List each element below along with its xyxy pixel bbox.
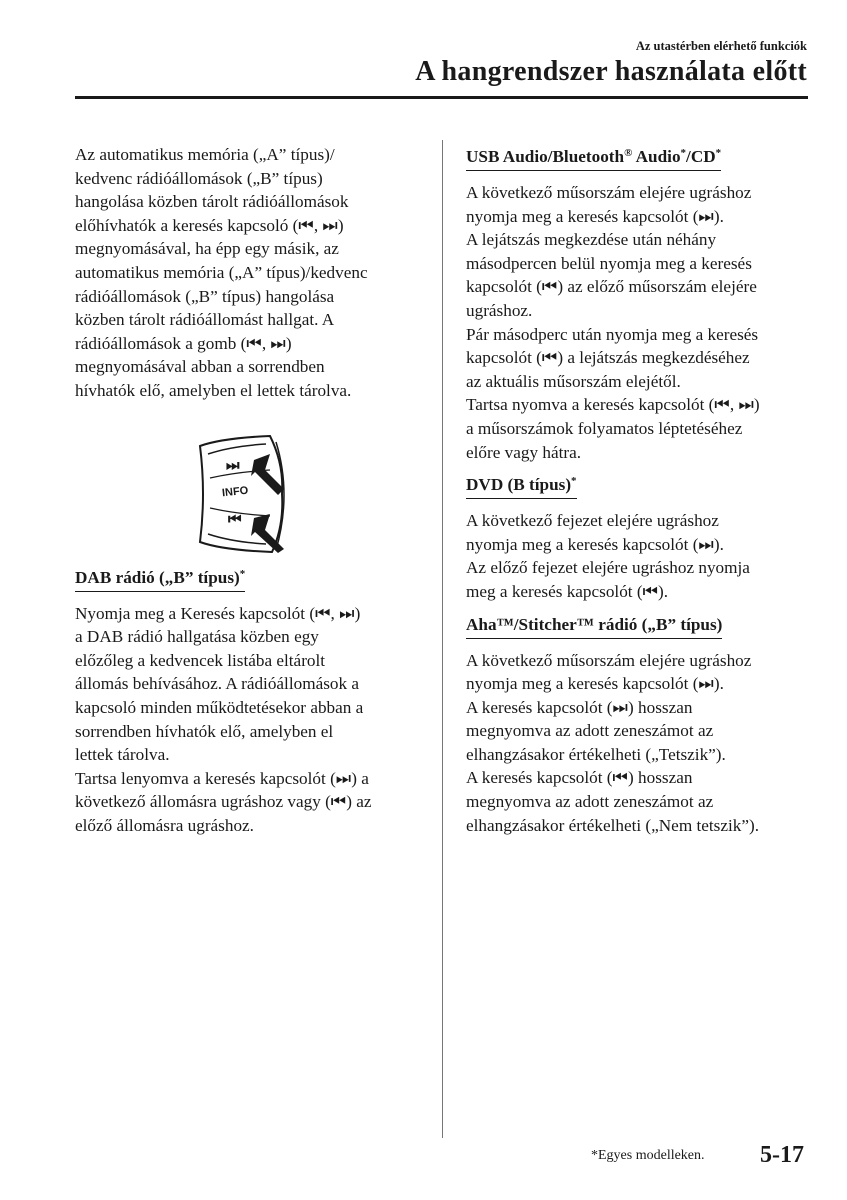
footnote: *Egyes modelleken. [591, 1148, 705, 1163]
seek-switch-illustration [192, 434, 302, 554]
usb-paragraph-4: Tartsa nyomva a keresés kapcsolót (⏮, ⏭) a műsorszámok folyamatos léptetéséhez előre vagy hátra. [466, 395, 760, 462]
info-button-label: INFO [221, 484, 249, 500]
usb-paragraph-2: A lejátszás megkezdése után néhány másodpercen belül nyomja meg a keresés kapcsolót (⏮) az előző műsorszám elejére ugráshoz. [466, 230, 757, 320]
previous-track-icon: ⏮ [228, 510, 242, 528]
usb-heading-text-c: /CD [686, 147, 716, 166]
page-number: 5-17 [760, 1142, 804, 1168]
dvd-paragraph-1: A következő fejezet elejére ugráshoz nyomja meg a keresés kapcsolót (⏭). [466, 511, 724, 554]
registered-mark: ® [624, 147, 633, 159]
usb-heading-text-b: Audio [632, 147, 681, 166]
usb-paragraph-3: Pár másodperc után nyomja meg a keresés kapcsolót (⏮) a lejátszás megkezdéséhez az aktuális műsorszám elejétől. [466, 324, 759, 391]
dvd-paragraph-2: Az előző fejezet elejére ugráshoz nyomja meg a keresés kapcsolót (⏮). [466, 558, 750, 601]
aha-paragraph-3: A keresés kapcsolót (⏮) hosszan megnyomva az adott zeneszámot az elhangzásakor értékelheti („Nem tetszik”). [466, 768, 759, 835]
aha-heading-text: Aha™/Stitcher™ rádió („B” típus) [466, 614, 723, 634]
dab-heading [75, 567, 245, 592]
section-label: Az utastérben elérhető funkciók [635, 39, 807, 53]
model-asterisk: * [571, 475, 577, 488]
title-rule [75, 96, 808, 99]
column-divider [442, 140, 443, 1138]
section-gap [466, 464, 811, 473]
next-track-icon: ⏭ [226, 456, 240, 474]
aha-paragraph-2: A keresés kapcsolót (⏭) hosszan megnyomva az adott zeneszámot az elhangzásakor értékelheti („Tetszik”). [466, 697, 726, 764]
usb-heading-text-a: USB Audio/Bluetooth [466, 147, 625, 166]
usb-heading [466, 146, 721, 171]
aha-heading [466, 614, 722, 639]
dab-heading-text: DAB rádió („B” típus) [75, 567, 240, 587]
page-title: A hangrendszer használata előtt [415, 56, 807, 87]
model-asterisk: * [239, 567, 246, 580]
section-gap [466, 604, 811, 613]
usb-paragraph-1: A következő műsorszám elejére ugráshoz nyomja meg a keresés kapcsolót (⏭). [466, 183, 752, 226]
dab-paragraph-1: Nyomja meg a Keresés kapcsolót (⏮, ⏭) a DAB rádió hallgatása közben egy előzőleg a kedvencek listába eltárolt állomás behívásához. A rádióállomások a kapcsoló minden működtetésekor abban a sorrendben hívhatók elő, amelyben el lettek tárolva. [75, 603, 364, 765]
model-asterisk: * [680, 147, 687, 159]
aha-paragraph-1: A következő műsorszám elejére ugráshoz nyomja meg a keresés kapcsolót (⏭). [466, 650, 752, 694]
dvd-heading-text: DVD (B típus) [466, 475, 572, 495]
dab-paragraph-2: Tartsa lenyomva a keresés kapcsolót (⏭) a következő állomásra ugráshoz vagy (⏮) az előző állomásra ugráshoz. [75, 768, 372, 835]
right-column [466, 145, 811, 837]
model-asterisk: * [715, 147, 722, 159]
intro-paragraph: Az automatikus memória („A” típus)/ kedvenc rádióállomások („B” típus) hangolása közben tárolt rádióállomások előhívhatók a keresés kapcsoló (⏮, ⏭) megnyomásával, ha épp egy másik, az automatikus memória („A” típus)/kedvenc rádióállomások („B” típus) hangolása közben tárolt rádióállomást hallgat. A rádióállomások a gomb (⏮, ⏭) megnyomásával abban a sorrendben hívhatók elő, amelyben el lettek tárolva. [75, 145, 368, 400]
dvd-heading [466, 474, 577, 499]
